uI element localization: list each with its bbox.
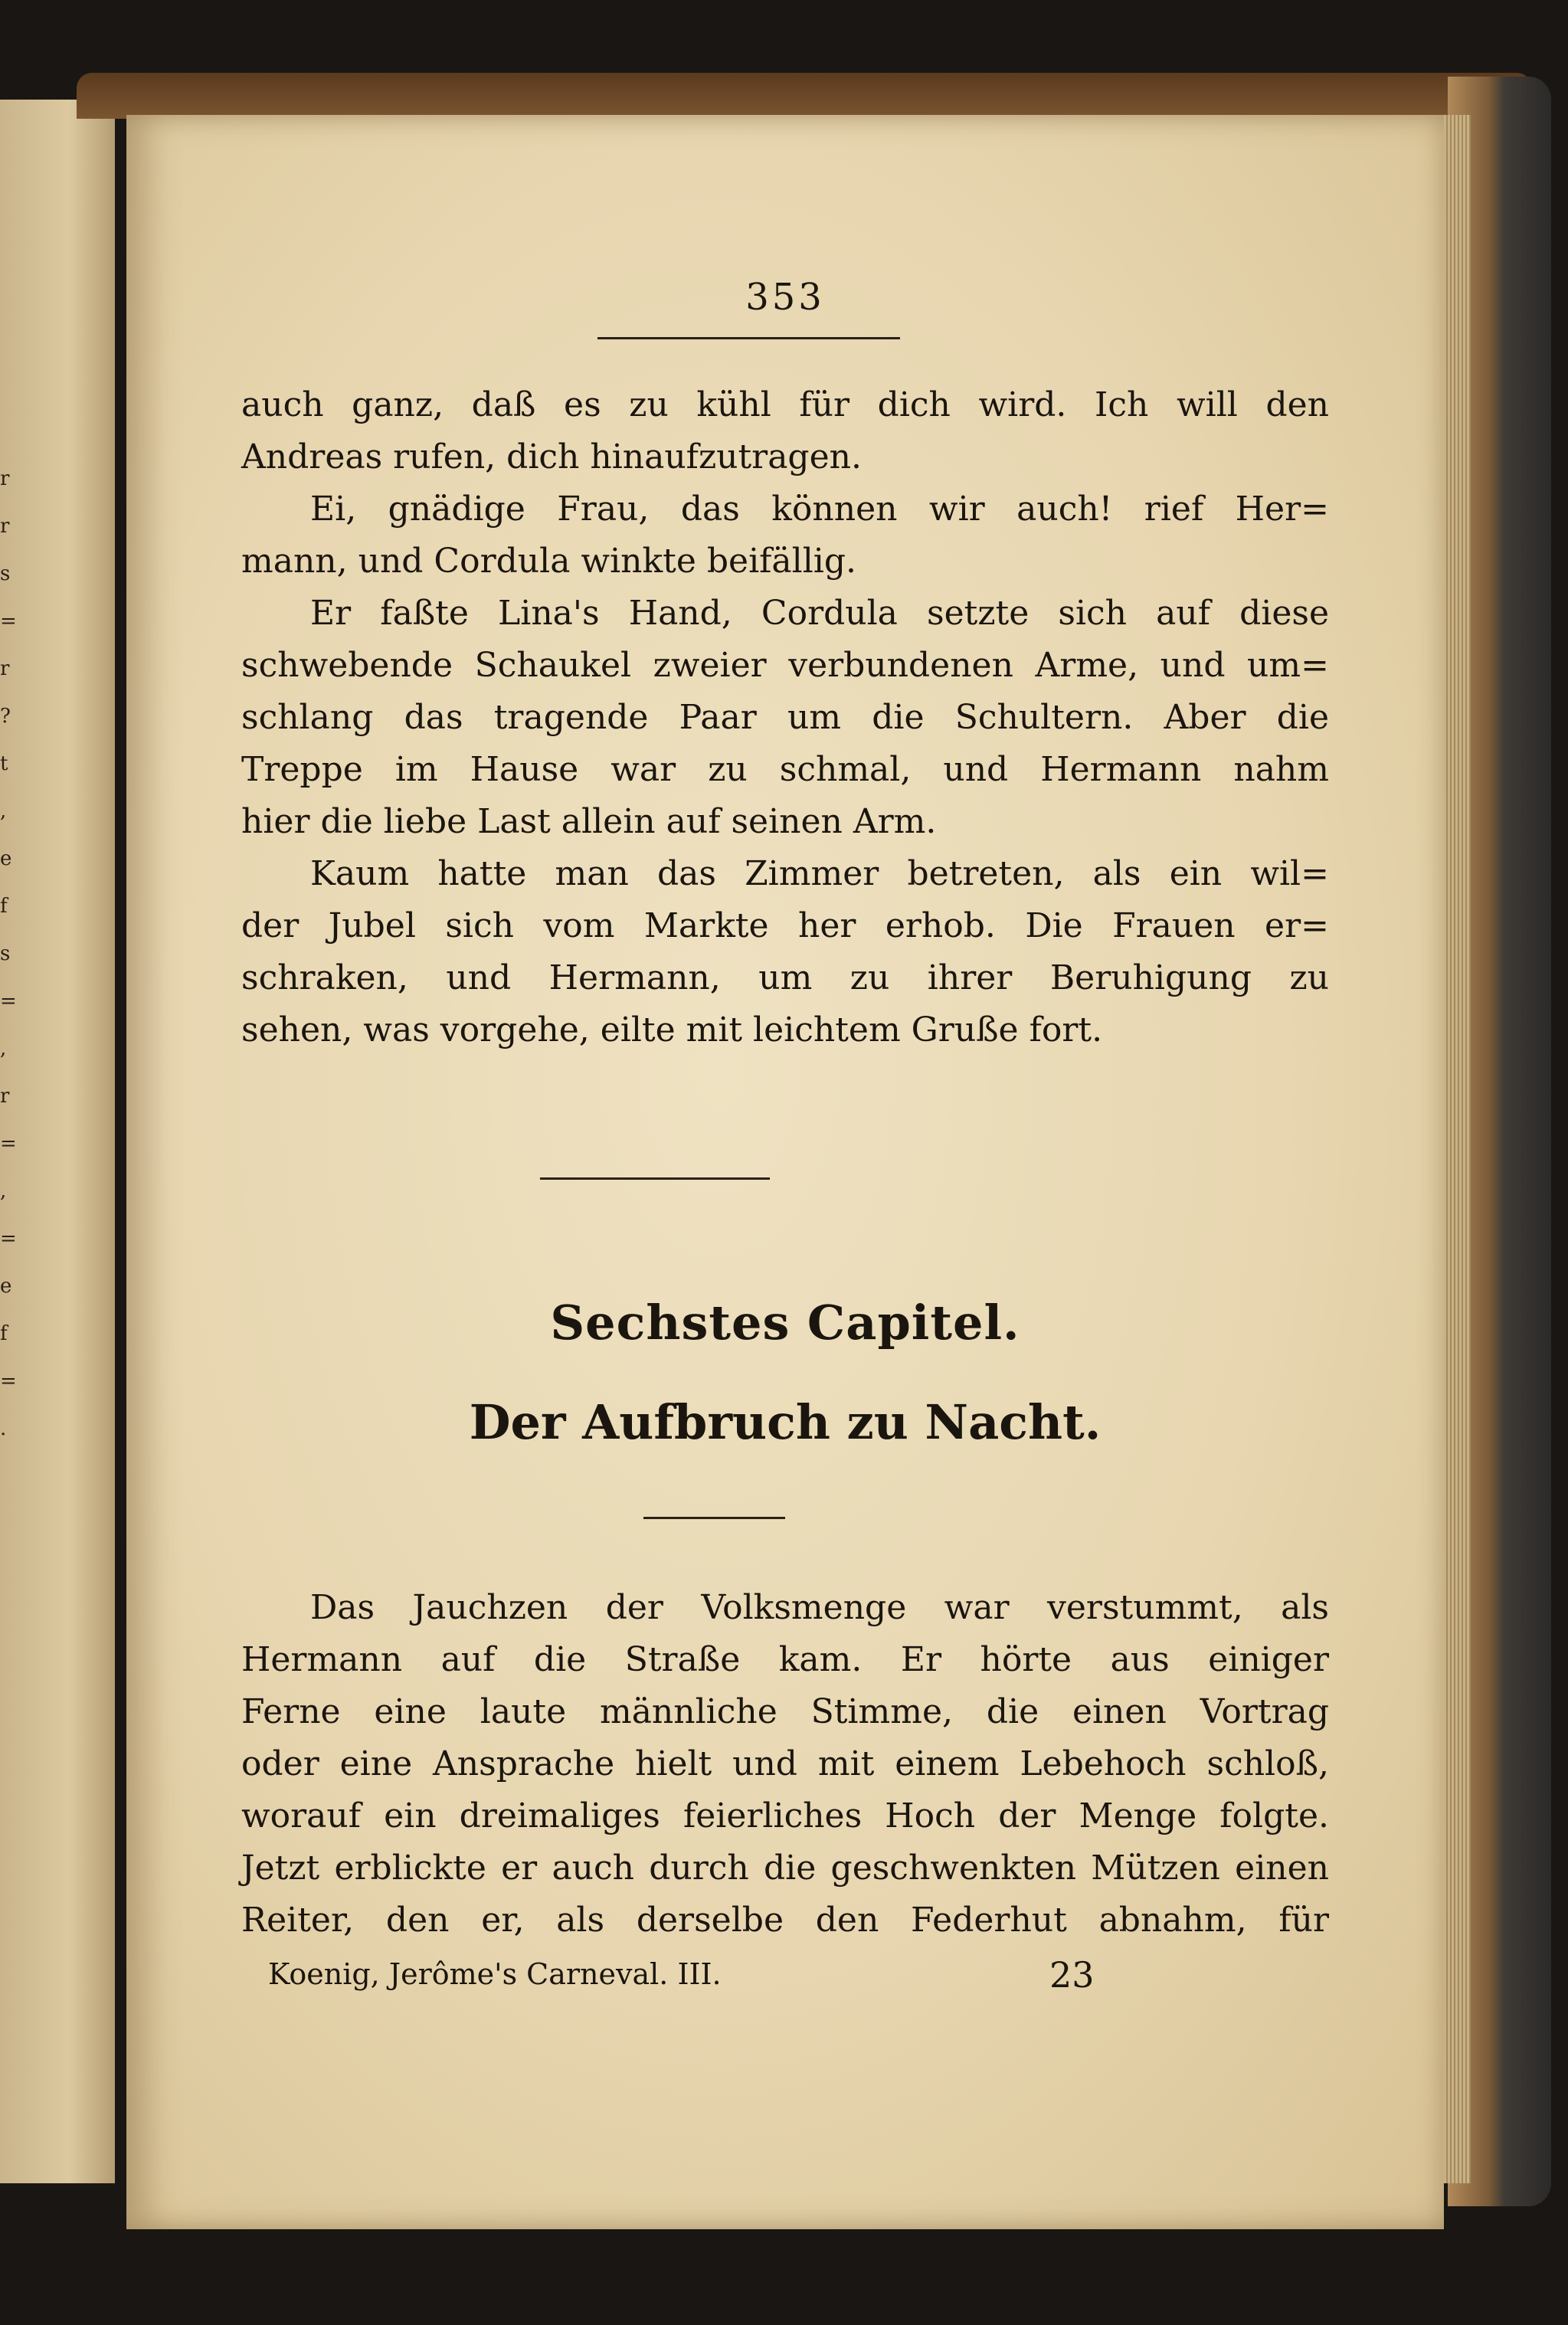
text-line: Er faßte Lina's Hand, Cordula setzte sich auf diese [310, 594, 1329, 633]
section-rule [540, 1177, 770, 1180]
text-line: schwebende Schaukel zweier verbundenen Arme, und um= [241, 646, 1329, 685]
text-line: Ei, gnädige Frau, das können wir auch! rief Her= [310, 490, 1329, 529]
text-line: sehen, was vorgehe, eilte mit leichtem Gruße fort. [241, 1010, 1103, 1050]
left-page [0, 100, 115, 2183]
paragraph [241, 588, 1329, 848]
text-line: Ferne eine laute männliche Stimme, die einen Vortrag [241, 1692, 1329, 1731]
paragraph [241, 848, 1329, 1056]
text-line: Kaum hatte man das Zimmer betreten, als ein wil= [310, 854, 1329, 893]
text-line: Das Jauchzen der Volksmenge war verstummt, als [310, 1588, 1329, 1627]
text-line: hier die liebe Last allein auf seinen Arm. [241, 802, 937, 841]
text-block-bottom [241, 1582, 1329, 1947]
header-rule [597, 337, 900, 339]
text-block-top [241, 379, 1329, 1056]
book-page [126, 115, 1444, 2229]
text-line: schlang das tragende Paar um die Schultern. Aber die [241, 698, 1329, 737]
text-line: Treppe im Hause war zu schmal, und Hermann nahm [241, 750, 1329, 789]
page-number: 353 [745, 276, 825, 319]
chapter-rule [643, 1517, 785, 1519]
footer-signature: Koenig, Jerôme's Carneval. III. [268, 1957, 722, 1991]
signature-number: 23 [1049, 1954, 1095, 1996]
text-line: Jetzt erblickte er auch durch die geschwenkten Mützen einen [241, 1849, 1329, 1888]
text-line: der Jubel sich vom Markte her erhob. Die Frauen er= [241, 906, 1329, 945]
text-line: auch ganz, daß es zu kühl für dich wird. Ich will den [241, 385, 1329, 424]
text-line: Reiter, den er, als derselbe den Federhut abnahm, für [241, 1901, 1329, 1940]
paragraph [241, 483, 1329, 588]
text-line: Hermann auf die Straße kam. Er hörte aus einiger [241, 1640, 1329, 1679]
text-line: oder eine Ansprache hielt und mit einem Lebehoch schloß, [241, 1744, 1329, 1783]
paragraph [241, 379, 1329, 483]
text-line: schraken, und Hermann, um zu ihrer Beruhigung zu [241, 958, 1329, 997]
paragraph [241, 1582, 1329, 1947]
text-line: worauf ein dreimaliges feierliches Hoch der Menge folgte. [241, 1796, 1329, 1835]
page-footer [268, 1954, 1302, 2003]
text-line: mann, und Cordula winkte beifällig. [241, 542, 857, 581]
text-line: Andreas rufen, dich hinaufzutragen. [241, 437, 862, 476]
chapter-subtitle: Der Aufbruch zu Nacht. [469, 1394, 1102, 1450]
left-page-edge-text: r r s = r ? t , e f s = , r = , = e f = . [0, 467, 17, 1440]
chapter-title: Sechstes Capitel. [550, 1295, 1020, 1351]
binding-top [77, 73, 1532, 119]
